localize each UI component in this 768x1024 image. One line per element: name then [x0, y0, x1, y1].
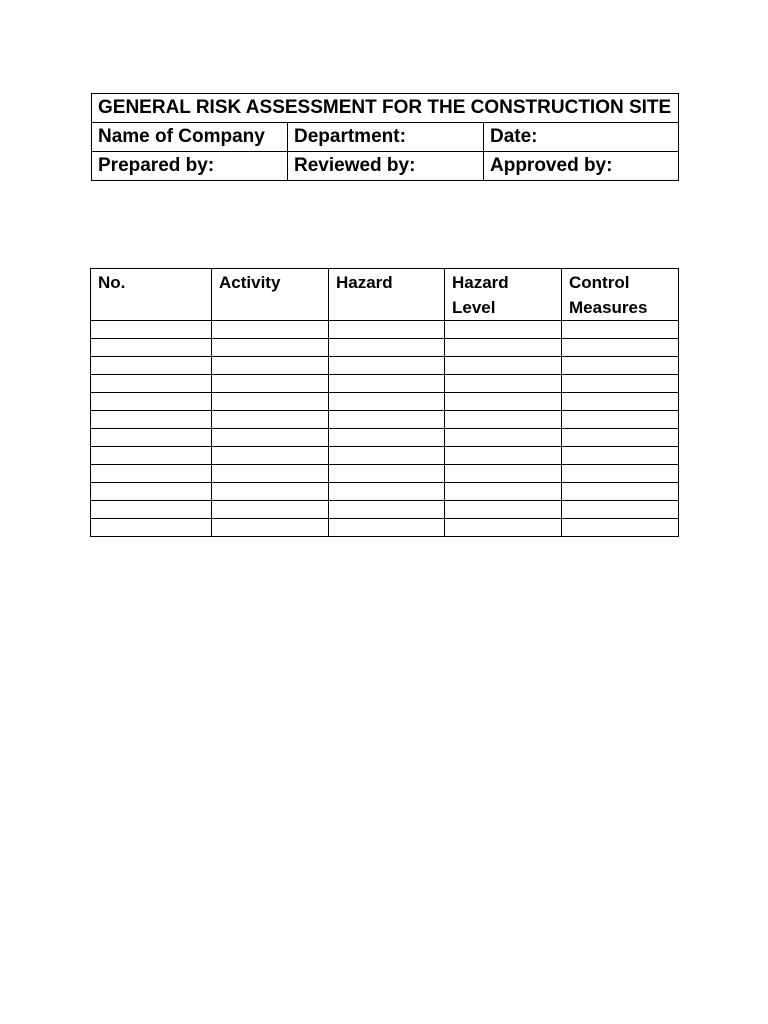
table-cell[interactable]: [445, 375, 562, 393]
table-cell[interactable]: [212, 357, 329, 375]
risk-table-body: [91, 321, 679, 537]
table-cell[interactable]: [329, 483, 445, 501]
table-cell[interactable]: [445, 357, 562, 375]
table-row: [91, 357, 679, 375]
table-cell[interactable]: [445, 483, 562, 501]
table-cell[interactable]: [562, 483, 679, 501]
table-cell[interactable]: [562, 447, 679, 465]
table-cell[interactable]: [445, 465, 562, 483]
table-row: [91, 375, 679, 393]
date-field[interactable]: Date:: [484, 123, 679, 152]
table-cell[interactable]: [562, 501, 679, 519]
table-cell[interactable]: [91, 375, 212, 393]
table-cell[interactable]: [91, 357, 212, 375]
table-cell[interactable]: [212, 393, 329, 411]
table-row: [91, 411, 679, 429]
table-cell[interactable]: [562, 339, 679, 357]
department-field[interactable]: Department:: [288, 123, 484, 152]
table-row: [91, 519, 679, 537]
table-cell[interactable]: [212, 429, 329, 447]
table-cell[interactable]: [91, 411, 212, 429]
table-cell[interactable]: [329, 357, 445, 375]
company-row: [92, 123, 679, 152]
table-cell[interactable]: [562, 393, 679, 411]
table-cell[interactable]: [212, 411, 329, 429]
table-cell[interactable]: [212, 375, 329, 393]
table-cell[interactable]: [562, 429, 679, 447]
table-cell[interactable]: [91, 519, 212, 537]
table-cell[interactable]: [562, 519, 679, 537]
table-cell[interactable]: [329, 321, 445, 339]
table-cell[interactable]: [445, 339, 562, 357]
prepared-by-field[interactable]: Prepared by:: [92, 152, 288, 181]
table-cell[interactable]: [562, 357, 679, 375]
table-cell[interactable]: [91, 465, 212, 483]
table-cell[interactable]: [445, 321, 562, 339]
table-cell[interactable]: [445, 501, 562, 519]
table-cell[interactable]: [329, 375, 445, 393]
table-row: [91, 429, 679, 447]
table-cell[interactable]: [329, 339, 445, 357]
title-row: [92, 94, 679, 123]
table-cell[interactable]: [212, 483, 329, 501]
table-cell[interactable]: [329, 411, 445, 429]
table-cell[interactable]: [562, 465, 679, 483]
table-cell[interactable]: [562, 321, 679, 339]
table-cell[interactable]: [329, 447, 445, 465]
table-row: [91, 339, 679, 357]
table-cell[interactable]: [212, 519, 329, 537]
table-row: [91, 447, 679, 465]
table-cell[interactable]: [91, 429, 212, 447]
table-cell[interactable]: [91, 393, 212, 411]
table-cell[interactable]: [329, 465, 445, 483]
table-cell[interactable]: [329, 501, 445, 519]
table-cell[interactable]: [562, 411, 679, 429]
table-row: [91, 321, 679, 339]
table-cell[interactable]: [445, 393, 562, 411]
signoff-row: [92, 152, 679, 181]
table-row: [91, 483, 679, 501]
table-cell[interactable]: [212, 339, 329, 357]
table-cell[interactable]: [212, 465, 329, 483]
reviewed-by-field[interactable]: Reviewed by:: [288, 152, 484, 181]
table-cell[interactable]: [329, 393, 445, 411]
table-cell[interactable]: [445, 519, 562, 537]
table-cell[interactable]: [329, 429, 445, 447]
company-name-field[interactable]: Name of Company: [92, 123, 288, 152]
column-header-no: No.: [91, 269, 212, 321]
table-cell[interactable]: [562, 375, 679, 393]
table-row: [91, 465, 679, 483]
table-cell[interactable]: [91, 483, 212, 501]
table-cell[interactable]: [212, 447, 329, 465]
form-title: GENERAL RISK ASSESSMENT FOR THE CONSTRUCTION SITE: [92, 94, 679, 123]
column-header-hazard: Hazard: [329, 269, 445, 321]
risk-table: [90, 268, 679, 537]
table-cell[interactable]: [212, 321, 329, 339]
table-cell[interactable]: [91, 339, 212, 357]
risk-table-header-row: [91, 269, 679, 321]
column-header-activity: Activity: [212, 269, 329, 321]
table-row: [91, 393, 679, 411]
table-row: [91, 501, 679, 519]
table-cell[interactable]: [91, 501, 212, 519]
table-cell[interactable]: [445, 447, 562, 465]
table-cell[interactable]: [91, 321, 212, 339]
column-header-control-measures: Control Measures: [562, 269, 679, 321]
column-header-hazard-level: Hazard Level: [445, 269, 562, 321]
approved-by-field[interactable]: Approved by:: [484, 152, 679, 181]
table-cell[interactable]: [445, 411, 562, 429]
table-cell[interactable]: [329, 519, 445, 537]
table-cell[interactable]: [212, 501, 329, 519]
assessment-info-table: [91, 93, 679, 181]
table-cell[interactable]: [91, 447, 212, 465]
table-cell[interactable]: [445, 429, 562, 447]
